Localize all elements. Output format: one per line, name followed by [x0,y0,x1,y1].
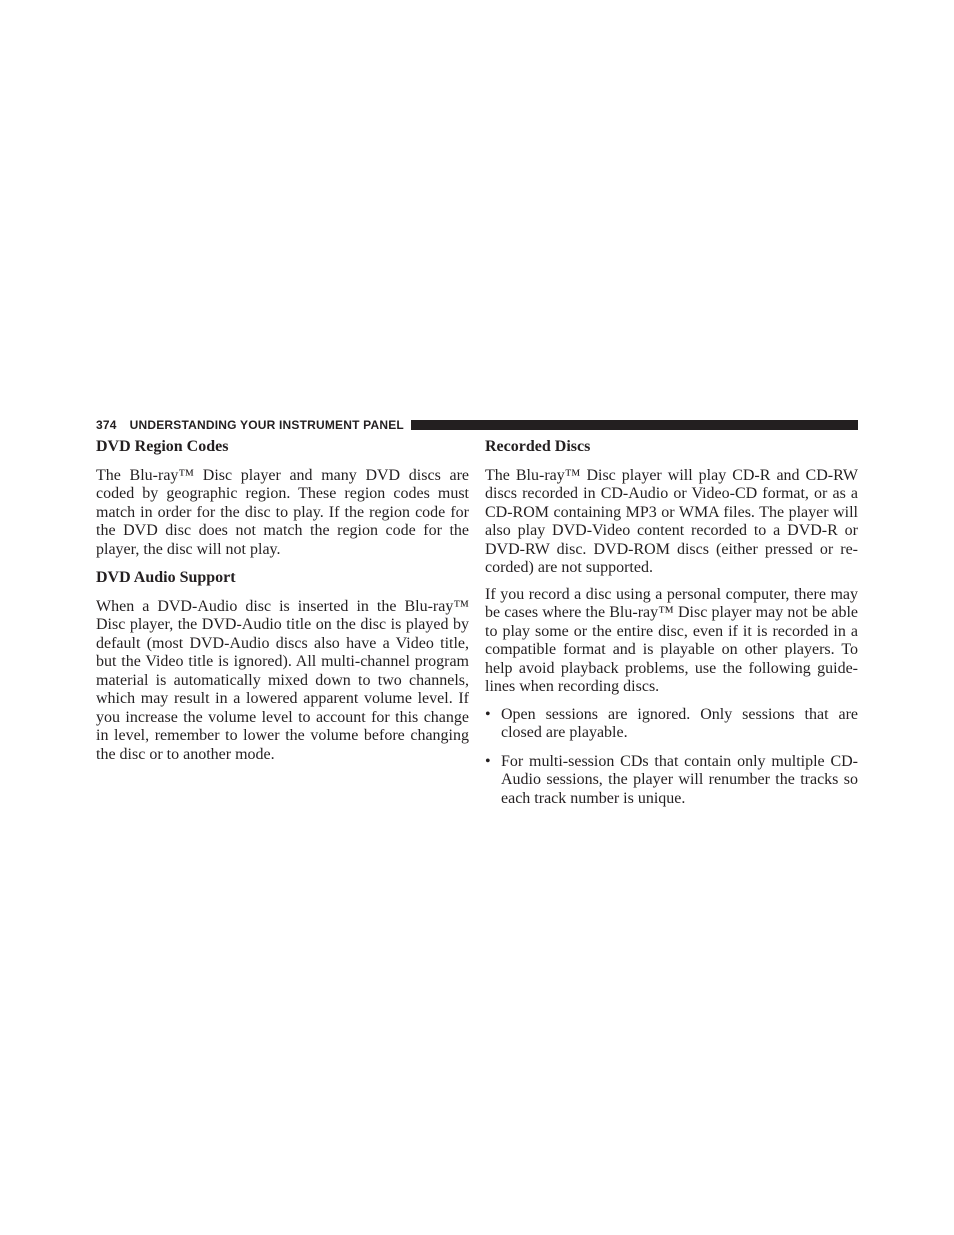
heading-dvd-audio-support: DVD Audio Support [96,569,236,586]
paragraph-dvd-audio-support: When a DVD-Audio disc is inserted in the Blu-ray™ Disc player, the DVD-Audio title on the disc is played by default (most DVD-Audio discs also have a Video title, but the Video title is ignored). All multi-channel program material is automatically mixed down to two channels, which may result in a lowered apparent volume level. If you increase the volume level to account for this change in level, remember to lower the volume before changing the disc or to another mode. [96,597,469,763]
paragraph-recorded-discs-2: If you record a disc using a personal computer, there may be cases where the Blu-ray™ Disc player may not be able to play some or the entire disc, even if it is recorded in a compatible format and is playable on other players. To help avoid playback problems, use the following guide-lines when recording discs. [485,585,858,695]
list-item-text: Open sessions are ignored. Only sessions that are closed are playable. [501,705,858,741]
paragraph-recorded-discs-1: The Blu-ray™ Disc player will play CD-R and CD-RW discs recorded in CD-Audio or Video-CD format, or as a CD-ROM containing MP3 or WMA files. The player will also play DVD-Video content recorded to a DVD-R or DVD-RW disc. DVD-ROM discs (either pressed or re-corded) are not supported. [485,466,858,576]
page-header [96,417,858,433]
list-item [485,706,858,743]
list-item-text: For multi-session CDs that contain only multiple CD-Audio sessions, the player will renumber the tracks so each track number is unique. [501,752,858,807]
right-column [485,436,858,818]
heading-recorded-discs: Recorded Discs [485,438,591,455]
guidelines-list [485,706,858,809]
paragraph-dvd-region-codes: The Blu-ray™ Disc player and many DVD discs are coded by geographic region. These region codes must match in order for the disc to play. If the region code for the DVD disc does not match the region code for the player, the disc will not play. [96,466,469,558]
heading-dvd-region-codes: DVD Region Codes [96,438,229,455]
list-item [485,753,858,809]
left-column [96,436,469,772]
page-number: 374 [96,418,117,432]
section-title: UNDERSTANDING YOUR INSTRUMENT PANEL [129,418,404,432]
header-rule-bar [411,420,858,430]
bullet-icon: • [485,705,491,723]
bullet-icon: • [485,752,491,770]
